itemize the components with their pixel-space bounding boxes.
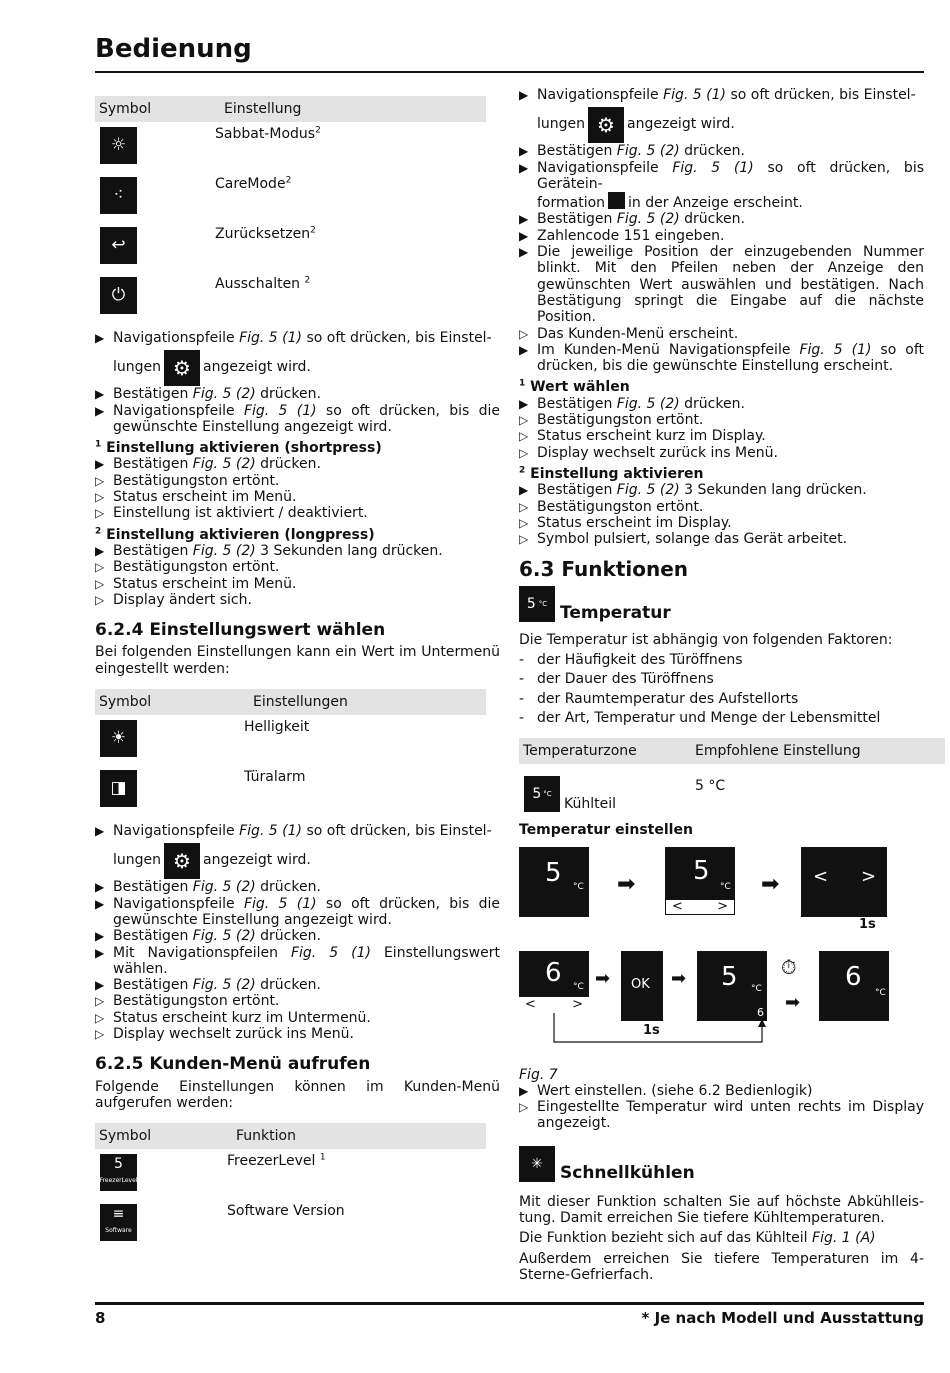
result-marker-icon: ▷ <box>95 576 105 591</box>
list-item: lungen ⚙ angezeigt wird. <box>95 843 500 879</box>
table-row <box>95 172 500 222</box>
list-item: ▷ Status erscheint im Display. <box>519 514 732 531</box>
action-marker-icon: ▶ <box>519 483 529 498</box>
list-item: ▷ Bestätigungston ertönt. <box>95 472 280 489</box>
result-marker-icon: ▷ <box>95 1010 105 1025</box>
action-marker-icon: ▶ <box>519 342 529 357</box>
arrow-left-icon: < <box>813 865 829 887</box>
action-marker-icon: ▶ <box>95 896 105 911</box>
section-heading-63: 6.3 Funktionen <box>519 557 689 582</box>
list-item: formation in der Anzeige erscheint. <box>519 192 924 211</box>
list-item: ▷ Display wechselt zurück ins Menü. <box>519 444 778 461</box>
arrow-right-icon: > <box>861 865 877 887</box>
steps-list <box>519 1083 924 1132</box>
action-marker-icon: ▶ <box>95 929 105 944</box>
arrow-right-icon: > <box>717 898 728 914</box>
col-header-recommended: Empfohlene Einstellung <box>695 743 861 760</box>
list-item: ▷ Status erscheint im Menü. <box>95 575 297 592</box>
table-row <box>95 1149 500 1199</box>
snowflake-icon: ✳ <box>519 1146 555 1182</box>
list-item: - der Art, Temperatur und Menge der Lebensmittel <box>519 709 881 726</box>
list-item: ▶ Navigationspfeile Fig. 5 (1) so oft drücken, bis Gerätein- <box>519 159 925 192</box>
left-column <box>95 96 500 1249</box>
result-marker-icon: ▷ <box>95 1027 105 1042</box>
list-item: ▷ Symbol pulsiert, solange das Gerät arbeitet. <box>519 531 848 548</box>
subheading-longpress: $^2$ Einstellung aktivieren (longpress) <box>95 526 375 543</box>
list-item: ▷ Status erscheint kurz im Display. <box>519 428 766 445</box>
steps-list <box>95 456 500 521</box>
page-number: 8 <box>95 1309 106 1327</box>
col-header-zone: Temperaturzone <box>523 743 637 760</box>
list-item: ▶ Bestätigen Fig. 5 (2) 3 Sekunden lang drücken. <box>519 482 867 499</box>
settings-table <box>95 122 500 322</box>
setting-label: Ausschalten $^2$ <box>215 275 311 292</box>
col-header-symbol: Symbol <box>99 100 152 117</box>
display-state-4: 6 °C <box>519 951 589 997</box>
setting-label: Zurücksetzen$^2$ <box>215 225 316 242</box>
action-marker-icon: ▶ <box>519 160 529 175</box>
arrow-icon: ➡ <box>671 967 687 989</box>
temperature-icon: 5 °C <box>519 586 555 622</box>
zone-cell <box>519 764 695 812</box>
table-header <box>519 738 945 764</box>
display-state-5: 5 °C 6 <box>697 951 767 1021</box>
subheading-activate: $^2$ Einstellung aktivieren <box>519 465 704 482</box>
customer-menu-table <box>95 1149 500 1249</box>
list-item: ▷ Status erscheint kurz im Untermenü. <box>95 1009 371 1026</box>
figure-7 <box>519 847 924 1057</box>
arrow-icon: ➡ <box>761 871 780 897</box>
paragraph: Die Funktion bezieht sich auf das Kühlteil Fig. 1 (A) <box>519 1230 876 1247</box>
col-header-setting: Einstellung <box>224 100 302 117</box>
list-item: ▶ Zahlencode 151 eingeben. <box>519 227 725 244</box>
steps-list <box>95 330 500 435</box>
fastcool-feature <box>519 1146 924 1182</box>
result-marker-icon: ▷ <box>95 592 105 607</box>
list-item: ▷ Bestätigungston ertönt. <box>95 993 280 1010</box>
brightness-icon: ☀ <box>100 720 137 757</box>
result-marker-icon: ▷ <box>519 499 529 514</box>
list-item: ▷ Status erscheint im Menü. <box>95 489 297 506</box>
setting-label: Software Version <box>227 1203 345 1220</box>
action-marker-icon: ▶ <box>519 88 529 102</box>
steps-list <box>95 543 500 608</box>
factor-list <box>519 652 924 726</box>
feature-title: Temperatur <box>560 603 671 624</box>
subheading-set-temperature: Temperatur einstellen <box>519 822 693 839</box>
action-marker-icon: ▶ <box>519 228 529 243</box>
result-marker-icon: ▷ <box>519 413 529 428</box>
list-item: ▷ Eingestellte Temperatur wird unten rechts im Display angezeigt. <box>519 1099 924 1132</box>
icon-caption: FreezerLevel <box>99 1176 138 1184</box>
footer-note: * Je nach Modell und Ausstattung <box>641 1309 924 1327</box>
feature-title: Schnellkühlen <box>560 1163 695 1184</box>
press-label: 1s <box>643 1022 660 1038</box>
paragraph: Folgende Einstellungen können im Kunden-Menü aufgerufen werden: <box>95 1078 500 1111</box>
action-marker-icon: ▶ <box>95 945 105 960</box>
list-item: ▷ Bestätigungston ertönt. <box>519 412 704 429</box>
list-item: ▶ Im Kunden-Menü Navigationspfeile Fig. 5 (1) so oft drücken, bis die gewünschte Einstellung erscheint. <box>519 341 925 375</box>
col-header-symbol: Symbol <box>99 693 152 710</box>
door-alarm-icon: ◨ <box>100 770 137 807</box>
settings-gear-icon: ⚙ <box>164 843 200 879</box>
list-item: ▶ Navigationspfeile Fig. 5 (1) so oft drücken, bis die gewünschte Einstellung angezeigt wird. <box>95 402 501 435</box>
list-item: ▶ Bestätigen Fig. 5 (2) drücken. <box>95 386 321 403</box>
right-column <box>519 87 924 1283</box>
freezerlevel-icon: 5 FreezerLevel <box>100 1154 137 1191</box>
setting-label: CareMode$^2$ <box>215 175 292 192</box>
paragraph: Die Temperatur ist abhängig von folgenden Faktoren: <box>519 631 893 648</box>
list-item: ▶ Bestätigen Fig. 5 (2) drücken. <box>95 977 321 994</box>
table-row <box>519 764 924 812</box>
steps-list <box>519 396 924 461</box>
list-item: ▶ Navigationspfeile Fig. 5 (1) so oft drücken, bis die gewünschte Einstellung angezeigt wird. <box>95 895 501 928</box>
paragraph: Außerdem erreichen Sie tiefere Temperaturen im 4-Sterne-Gefrierfach. <box>519 1250 924 1283</box>
action-marker-icon: ▶ <box>95 880 105 895</box>
paragraph: Bei folgenden Einstellungen kann ein Wert im Untermenü eingestellt werden: <box>95 644 500 677</box>
list-item: - der Dauer des Türöffnens <box>519 671 714 688</box>
setting-label: Türalarm <box>244 769 306 786</box>
list-item: ▶ Bestätigen Fig. 5 (2) drücken. <box>519 395 745 412</box>
table-row <box>95 765 500 815</box>
press-label: 1s <box>859 916 876 932</box>
list-item: ▷ Bestätigungston ertönt. <box>95 559 280 576</box>
list-item: ▶ Navigationspfeile Fig. 5 (1) so oft drücken, bis Einstel- <box>95 330 492 346</box>
result-marker-icon: ▷ <box>95 473 105 488</box>
col-header-symbol: Symbol <box>99 1128 152 1145</box>
arrow-right-icon: > <box>572 996 583 1012</box>
result-marker-icon: ▷ <box>519 429 529 444</box>
list-item: ▶ Mit Navigationspfeilen Fig. 5 (1) Einstellungswert wählen. <box>95 944 500 977</box>
value-settings-table <box>95 715 500 815</box>
action-marker-icon: ▶ <box>95 543 105 558</box>
section-heading-625: 6.2.5 Kunden-Menü aufrufen <box>95 1054 371 1075</box>
temperature-feature <box>519 586 924 622</box>
list-item: ▶ Die jeweilige Position der einzugebenden Nummer blinkt. Mit den Pfeilen neben der Anzeige den gewünschten Wert auswählen und bestätigen. Nach Bestätigung springt die Eingabe auf die nächste Position. <box>519 244 924 326</box>
table-row <box>95 272 500 322</box>
list-item: ▶ Bestätigen Fig. 5 (2) drücken. <box>519 211 745 228</box>
result-marker-icon: ▷ <box>95 506 105 521</box>
steps-list <box>519 482 924 547</box>
device-info-icon <box>608 192 625 209</box>
action-marker-icon: ▶ <box>95 403 105 418</box>
software-icon: ≡ Software <box>100 1204 137 1241</box>
arrow-icon: ➡ <box>785 991 801 1013</box>
table-header <box>95 96 486 122</box>
setting-label: FreezerLevel $^1$ <box>227 1152 326 1170</box>
page-title: Bedienung <box>95 34 252 64</box>
display-state-1: 5 °C <box>519 847 589 917</box>
list-item: ▷ Das Kunden-Menü erscheint. <box>519 325 739 342</box>
subheading-select-value: $^1$ Wert wählen <box>519 378 630 396</box>
arrow-left-icon: < <box>525 996 536 1012</box>
result-marker-icon: ▷ <box>95 490 105 505</box>
list-item: lungen ⚙ angezeigt wird. <box>95 350 500 386</box>
settings-gear-icon: ⚙ <box>588 107 624 143</box>
list-item: ▶ Navigationspfeile Fig. 5 (1) so oft drücken, bis Einstel- <box>519 87 916 103</box>
action-marker-icon: ▶ <box>95 331 105 345</box>
result-marker-icon: ▷ <box>519 326 529 341</box>
col-header-settings: Einstellungen <box>253 693 348 710</box>
list-item: ▶ Bestätigen Fig. 5 (2) 3 Sekunden lang drücken. <box>95 542 443 559</box>
action-marker-icon: ▶ <box>519 212 529 227</box>
result-marker-icon: ▷ <box>519 445 529 460</box>
clock-icon: ⏱ <box>781 954 797 979</box>
result-marker-icon: ▷ <box>519 532 529 547</box>
table-row <box>95 122 500 172</box>
list-item: ▶ Bestätigen Fig. 5 (2) drücken. <box>95 456 321 473</box>
action-marker-icon: ▶ <box>519 245 529 260</box>
col-header-function: Funktion <box>236 1128 296 1145</box>
action-marker-icon: ▶ <box>519 396 529 411</box>
action-marker-icon: ▶ <box>95 387 105 402</box>
section-heading-624: 6.2.4 Einstellungswert wählen <box>95 620 386 641</box>
steps-list <box>95 823 500 1042</box>
list-item: ▶ Navigationspfeile Fig. 5 (1) so oft drücken, bis Einstel- <box>95 823 492 840</box>
list-item: ▶ Bestätigen Fig. 5 (2) drücken. <box>519 143 745 160</box>
action-marker-icon: ▶ <box>95 824 105 839</box>
action-marker-icon: ▶ <box>95 978 105 993</box>
reset-icon: ↩ <box>100 227 137 264</box>
settings-gear-icon: ⚙ <box>164 350 200 386</box>
arrow-icon: ➡ <box>617 871 636 897</box>
action-marker-icon: ▶ <box>519 1083 529 1098</box>
list-item: - der Häufigkeit des Türöffnens <box>519 652 743 669</box>
display-ok: OK <box>621 951 663 1021</box>
figure-caption: Fig. 7 <box>519 1066 558 1083</box>
table-header <box>95 1123 486 1149</box>
table-row <box>95 222 500 272</box>
action-marker-icon: ▶ <box>95 457 105 472</box>
list-item: ▷ Einstellung ist aktiviert / deaktiviert. <box>95 505 368 522</box>
display-state-2: 5 °C <box>665 847 735 899</box>
sabbath-icon: ☼ <box>100 127 137 164</box>
setting-label: Helligkeit <box>244 719 310 736</box>
flow-connector <box>519 847 924 1057</box>
list-item: ▶ Wert einstellen. (siehe 6.2 Bedienlogik) <box>519 1082 813 1099</box>
list-item: - der Raumtemperatur des Aufstellorts <box>519 690 799 707</box>
steps-list <box>519 87 924 374</box>
table-row <box>95 715 500 765</box>
header-rule <box>95 71 924 73</box>
list-item: ▶ Bestätigen Fig. 5 (2) drücken. <box>95 928 321 945</box>
result-marker-icon: ▷ <box>95 994 105 1009</box>
list-item: ▷ Bestätigungston ertönt. <box>519 498 704 515</box>
caremode-icon: ⁖ <box>100 177 137 214</box>
icon-caption: Software <box>105 1226 132 1234</box>
footer-rule <box>95 1302 924 1305</box>
arrow-icon: ➡ <box>595 967 611 989</box>
list-item: ▷ Display ändert sich. <box>95 591 252 608</box>
zone-value: 5 °C <box>695 778 726 795</box>
action-marker-icon: ▶ <box>519 144 529 159</box>
result-marker-icon: ▷ <box>519 1100 529 1115</box>
display-state-6: 6 °C <box>819 951 889 1021</box>
arrow-left-icon: < <box>672 898 683 914</box>
power-icon: ⏻ <box>100 277 137 314</box>
setting-label: Sabbat-Modus$^2$ <box>215 125 321 142</box>
result-marker-icon: ▷ <box>519 515 529 530</box>
zone-name: Kühlteil <box>564 795 617 812</box>
subheading-shortpress: $^1$ Einstellung aktivieren (shortpress) <box>95 439 382 457</box>
list-item: ▷ Display wechselt zurück ins Menü. <box>95 1026 354 1043</box>
paragraph: Mit dieser Funktion schalten Sie auf höchste Abkühlleis-tung. Damit erreichen Sie tiefere Kühltemperaturen. <box>519 1193 924 1226</box>
list-item: ▶ Bestätigen Fig. 5 (2) drücken. <box>95 879 321 896</box>
list-item: lungen ⚙ angezeigt wird. <box>519 107 924 143</box>
result-marker-icon: ▷ <box>95 560 105 575</box>
table-row <box>95 1199 500 1249</box>
temperature-icon: 5 °C <box>524 776 560 812</box>
table-header <box>95 689 486 715</box>
